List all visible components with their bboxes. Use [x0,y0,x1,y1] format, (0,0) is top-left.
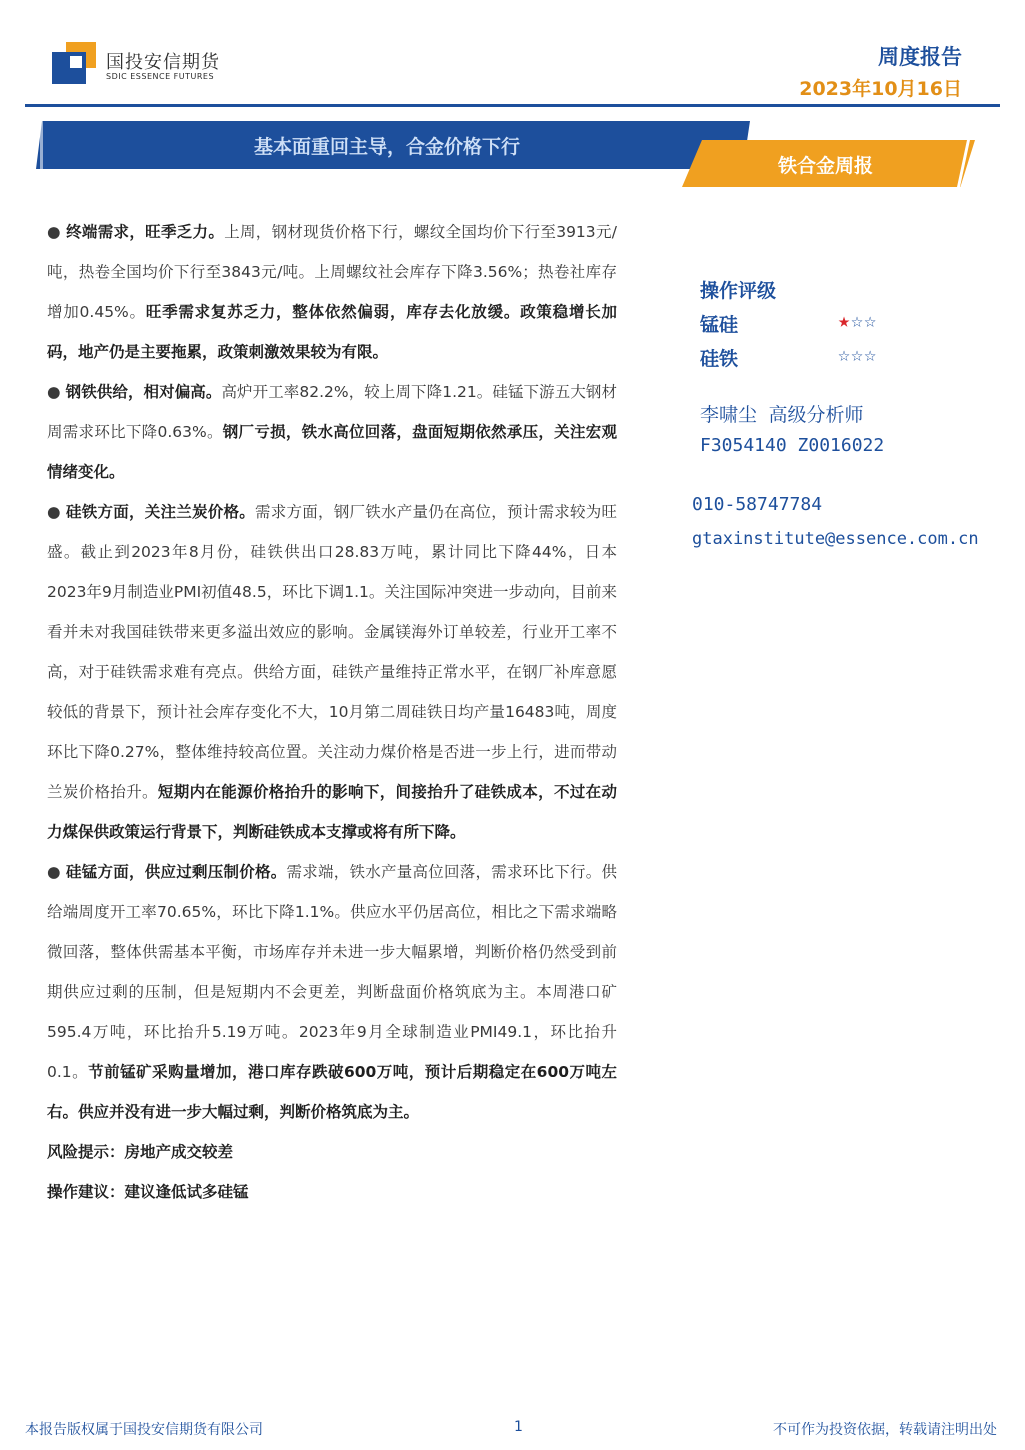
footer-copyright: 本报告版权属于国投安信期货有限公司 [25,1422,263,1438]
report-date: 2023年10月16日 [799,78,962,100]
rating-title: 操作评级 [700,280,777,302]
page-number: 1 [514,1419,523,1435]
paragraph-heading: 钢铁供给，相对偏高。 [65,383,222,401]
analyst-email[interactable]: gtaxinstitute@essence.com.cn [692,529,979,549]
paragraph-heading: 终端需求，旺季乏力。 [66,223,225,241]
report-body [47,212,617,1212]
paragraph-heading: 硅铁方面，关注兰炭价格。 [65,503,255,521]
report-tag: 铁合金周报 [778,155,874,177]
logo-en-text: SDIC ESSENCE FUTURES [106,72,215,81]
paragraph-emphasis: 旺季需求复苏乏力，整体依然偏弱，库存去化放缓。政策稳增长加码，地产仍是主要拖累，政策刺激效果较为有限。 [47,303,617,361]
paragraph-text: 上周，钢材现货价格下行，螺纹全国均价下行至3913元/吨，热卷全国均价下行至3843元/吨。上周螺纹社会库存下降3.56%；热卷社库存增加0.45%。 [47,223,617,321]
report-type: 周度报告 [878,45,962,69]
paragraph-emphasis: 短期内在能源价格抬升的影响下，间接抬升了硅铁成本，不过在动力煤保供政策运行背景下，判断硅铁成本支撑或将有所下降。 [47,783,617,841]
paragraph-silicomanganese: ● 硅锰方面，供应过剩压制价格。需求端，铁水产量高位回落，需求环比下行。供给端周度开工率70.65%，环比下降1.1%。供应水平仍居高位，相比之下需求端略微回落，整体供需基本平衡，市场库存并未进一步大幅累增，判断价格仍然受到前期供应过剩的压制，但是短期内不会更差，判断盘面价格筑底为主。本周港口矿595.4万吨，环比抬升5.19万吨。2023年9月全球制造业PMI49.1，环比抬升0.1。节前锰矿采购量增加，港口库存跌破600万吨，预计后期稳定在600万吨左右。供应并没有进一步大幅过剩，判断价格筑底为主。 [47,863,618,1121]
paragraph-heading: 硅锰方面，供应过剩压制价格。 [65,863,287,881]
rating-stars-silicomanganese [838,308,877,332]
paragraph-emphasis: 节前锰矿采购量增加，港口库存跌破600万吨，预计后期稳定在600万吨左右。 [47,1063,618,1121]
suggestion-label: 操作建议： [47,1183,125,1201]
risk-label: 风险提示： [47,1143,125,1161]
analyst-name: 李啸尘 高级分析师 [700,404,864,426]
rating-stars-ferrosilicon [838,342,877,366]
logo-cn-text: 国投安信期货 [106,52,220,73]
paragraph-emphasis: 钢厂亏损，铁水高位回落，盘面短期依然承压，关注宏观情绪变化。 [47,423,617,481]
paragraph-ferrosilicon: ● 硅铁方面，关注兰炭价格。需求方面，钢厂铁水产量仍在高位，预计需求较为旺盛。截止到2023年8月份，硅铁供出口28.83万吨，累计同比下降44%，日本2023年9月制造业PMI初值48.5，环比下调1.1。关注国际冲突进一步动向，目前来看并未对我国硅铁带来更多溢出效应的影响。金属镁海外订单较差，行业开工率不高，对于硅铁需求难有亮点。供给方面，硅铁产量维持正常水平，在钢厂补库意愿较低的背景下，预计社会库存变化不大，10月第二周硅铁日均产量16483吨，周度环比下降0.27%，整体维持较高位置。关注动力煤价格是否进一步上行，进而带动兰炭价格抬升。短期内在能源价格抬升的影响下，间接抬升了硅铁成本，不过在动力煤保供政策运行背景下，判断硅铁成本支撑或将有所下降。 [47,503,617,841]
operation-suggestion [47,1172,617,1212]
star-filled-icon: ★ [838,308,852,332]
analyst-license: F3054140 Z0016022 [700,435,885,456]
logo-mark-icon [52,42,96,84]
footer-disclaimer: 不可作为投资依据，转载请注明出处 [773,1422,997,1438]
paragraph-emphasis: 供应并没有进一步大幅过剩，判断价格筑底为主。 [78,1103,420,1121]
title-band-accent [40,121,43,169]
analyst-phone: 010-58747784 [692,494,823,515]
rating-name-silicomanganese: 锰硅 [700,314,739,336]
star-empty-icon: ☆☆☆ [838,342,878,366]
paragraph-text: 需求端，铁水产量高位回落，需求环比下行。供给端周度开工率70.65%，环比下降1.1%。供应水平仍居高位，相比之下需求端略微回落，整体供需基本平衡，市场库存并未进一步大幅累增，判断价格仍然受到前期供应过剩的压制，但是短期内不会更差，判断盘面价格筑底为主。本周港口矿595.4万吨，环比抬升5.19万吨。2023年9月全球制造业PMI49.1，环比抬升0.1。 [47,863,617,1081]
report-title: 基本面重回主导，合金价格下行 [254,136,521,158]
rating-name-ferrosilicon: 硅铁 [700,348,739,370]
header-divider [25,104,1000,107]
company-logo [52,40,242,88]
paragraph-demand: ● 终端需求，旺季乏力。上周，钢材现货价格下行，螺纹全国均价下行至3913元/吨，热卷全国均价下行至3843元/吨。上周螺纹社会库存下降3.56%；热卷社库存增加0.45%。旺季需求复苏乏力，整体依然偏弱，库存去化放缓。政策稳增长加码，地产仍是主要拖累，政策刺激效果较为有限。 [47,223,617,361]
risk-note [47,1132,617,1172]
paragraph-supply: ● 钢铁供给，相对偏高。高炉开工率82.2%，较上周下降1.21。硅锰下游五大钢材周需求环比下降0.63%。钢厂亏损，铁水高位回落，盘面短期依然承压，关注宏观情绪变化。 [47,383,617,481]
suggestion-value: 建议逢低试多硅锰 [124,1183,249,1201]
risk-value: 房地产成交较差 [124,1143,234,1161]
paragraph-text: 需求方面，钢厂铁水产量仍在高位，预计需求较为旺盛。截止到2023年8月份，硅铁供出口28.83万吨，累计同比下降44%，日本2023年9月制造业PMI初值48.5，环比下调1.1。关注国际冲突进一步动向，目前来看并未对我国硅铁带来更多溢出效应的影响。金属镁海外订单较差，行业开工率不高，对于硅铁需求难有亮点。供给方面，硅铁产量维持正常水平，在钢厂补库意愿较低的背景下，预计社会库存变化不大，10月第二周硅铁日均产量16483吨，周度环比下降0.27%，整体维持较高位置。关注动力煤价格是否进一步上行，进而带动兰炭价格抬升。 [47,503,617,801]
paragraph-text: 高炉开工率82.2%，较上周下降1.21。硅锰下游五大钢材周需求环比下降0.63%。 [47,383,617,441]
star-empty-icon: ☆☆ [851,308,878,332]
